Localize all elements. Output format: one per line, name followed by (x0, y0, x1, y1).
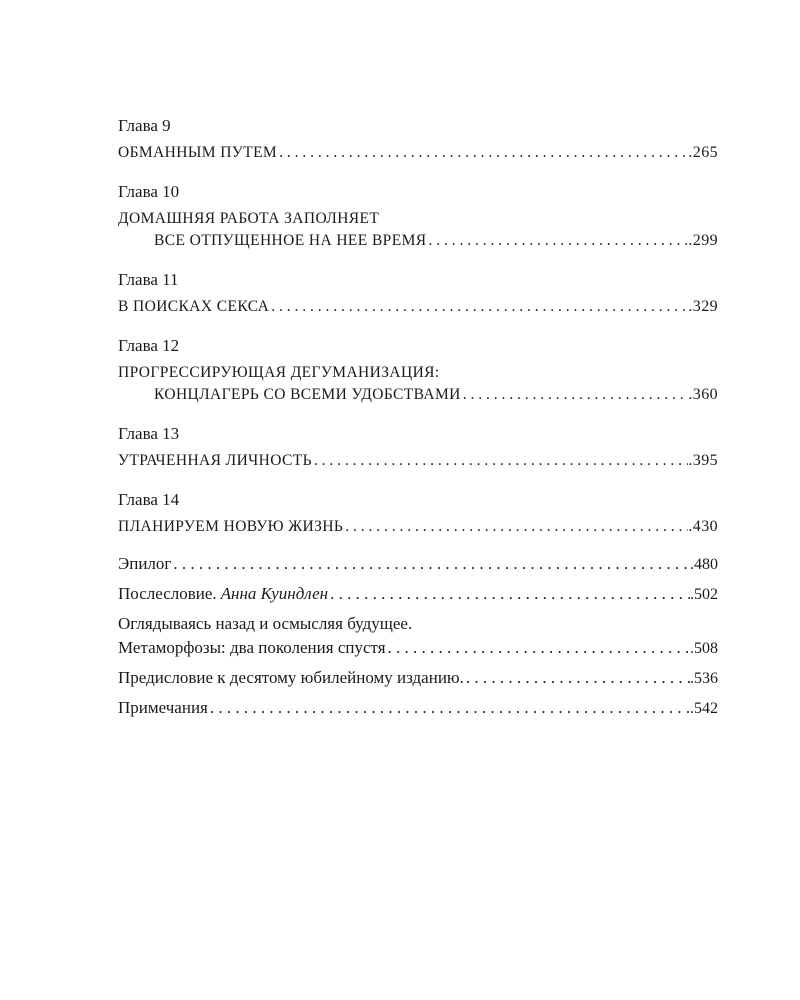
chapter-block (118, 180, 718, 252)
entry-title-line: Оглядываясь назад и осмысляя будущее. (118, 614, 413, 633)
chapter-title-line: ДОМАШНЯЯ РАБОТА ЗАПОЛНЯЕТ (118, 210, 380, 227)
chapter-label: Глава 13 (118, 424, 180, 443)
page-number: .360 (688, 386, 718, 403)
toc-entry[interactable] (118, 296, 718, 318)
back-matter-list (118, 552, 718, 720)
page-number: .329 (688, 298, 718, 315)
entry-title-line (118, 666, 718, 690)
entry-title-line (118, 636, 718, 660)
entry-title: Эпилог (118, 554, 172, 573)
toc-entry[interactable] (118, 516, 718, 538)
entry-title-line (118, 582, 718, 606)
toc-entry[interactable] (118, 142, 718, 164)
chapter-title-line (118, 296, 718, 318)
toc-entry[interactable] (118, 208, 718, 252)
entry-title-line (118, 696, 718, 720)
dot-leader (312, 450, 688, 472)
dot-leader (461, 384, 689, 406)
page-number: .542 (690, 700, 718, 717)
chapter-title-line (118, 384, 718, 406)
page-number: .395 (688, 452, 718, 469)
chapter-label: Глава 9 (118, 116, 171, 135)
dot-leader (328, 582, 690, 606)
chapter-block (118, 114, 718, 164)
chapter-title-line (118, 450, 718, 472)
chapter-title-line (118, 516, 718, 538)
dot-leader (208, 696, 690, 720)
chapter-block (118, 488, 718, 538)
toc-entry[interactable] (118, 552, 718, 576)
page-number: .265 (688, 144, 718, 161)
chapter-label: Глава 11 (118, 270, 179, 289)
toc-entry[interactable] (118, 362, 718, 406)
chapter-block (118, 268, 718, 318)
dot-leader (277, 142, 688, 164)
dot-leader (386, 636, 690, 660)
chapter-label: Глава 12 (118, 336, 180, 355)
page-number: .430 (688, 518, 718, 535)
chapter-label: Глава 10 (118, 182, 180, 201)
entry-title: Примечания (118, 698, 208, 717)
table-of-contents (118, 114, 718, 726)
chapter-title-line (118, 230, 718, 252)
page-number: .508 (690, 640, 718, 657)
chapter-title: ОБМАННЫМ ПУТЕМ (118, 144, 278, 161)
entry-author: Анна Куиндлен (220, 584, 329, 603)
toc-entry[interactable] (118, 666, 718, 690)
dot-leader (171, 552, 690, 576)
chapter-title: ПЛАНИРУЕМ НОВУЮ ЖИЗНЬ (118, 518, 344, 535)
chapter-title: ВСЕ ОТПУЩЕННОЕ НА НЕЕ ВРЕМЯ (154, 232, 427, 249)
chapter-block (118, 422, 718, 472)
page-number: .502 (690, 586, 718, 603)
entry-title: Предисловие к десятому юбилейному изданию. (118, 668, 464, 687)
toc-entry[interactable] (118, 612, 718, 660)
chapter-label: Глава 14 (118, 490, 180, 509)
chapter-title: УТРАЧЕННАЯ ЛИЧНОСТЬ (118, 452, 312, 469)
chapter-block (118, 334, 718, 406)
entry-title: Послесловие. (118, 584, 217, 603)
entry-title: Метаморфозы: два поколения спустя (118, 638, 386, 657)
toc-entry[interactable] (118, 450, 718, 472)
page-number: .480 (690, 556, 718, 573)
toc-entry[interactable] (118, 696, 718, 720)
chapter-list (118, 114, 718, 538)
chapter-title-line (118, 142, 718, 164)
dot-leader (427, 230, 689, 252)
chapter-title-line: ПРОГРЕССИРУЮЩАЯ ДЕГУМАНИЗАЦИЯ: (118, 364, 440, 381)
dot-leader (269, 296, 688, 318)
entry-title-line (118, 552, 718, 576)
toc-entry[interactable] (118, 582, 718, 606)
chapter-title: В ПОИСКАХ СЕКСА (118, 298, 270, 315)
dot-leader (464, 666, 690, 690)
page-number: .299 (688, 232, 718, 249)
dot-leader (343, 516, 688, 538)
chapter-title: КОНЦЛАГЕРЬ СО ВСЕМИ УДОБСТВАМИ (154, 386, 461, 403)
page-number: .536 (690, 670, 718, 687)
